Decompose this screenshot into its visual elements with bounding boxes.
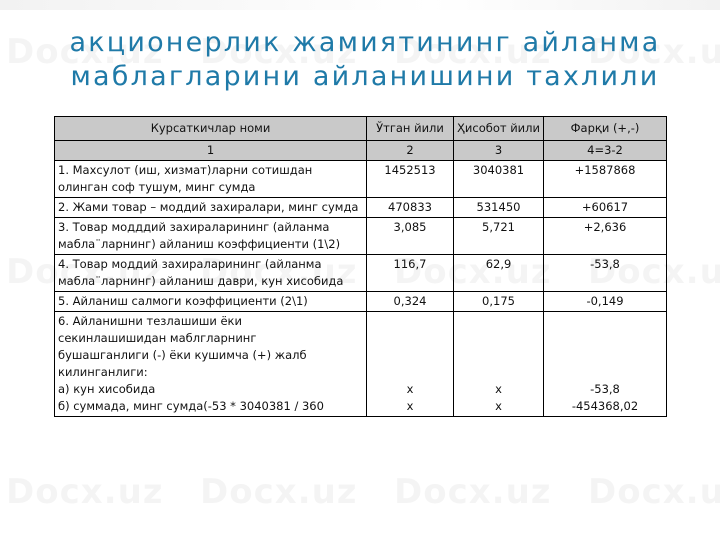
prev-value: 3,085 (367, 218, 454, 255)
diff-value: +2,636 (544, 218, 667, 255)
curr-value: 5,721 (454, 218, 544, 255)
column-number: 1 (55, 141, 367, 161)
curr-value (454, 312, 544, 417)
watermark (200, 472, 358, 512)
header-row (55, 117, 667, 141)
diff-value: -53,8 (544, 255, 667, 292)
curr-value: 3040381 (454, 161, 544, 198)
curr-value-sum: х (495, 399, 502, 413)
prev-value: 116,7 (367, 255, 454, 292)
diff-value: +60617 (544, 198, 667, 218)
watermark (588, 472, 720, 512)
curr-value: 0,175 (454, 292, 544, 312)
column-number: 3 (454, 141, 544, 161)
row-label: 3. Товар модддий захираларининг (айланма мабла¨ларнинг) айланиш коэффициенти (1\2) (55, 218, 367, 255)
table-row (55, 198, 667, 218)
watermark (394, 472, 552, 512)
prev-value (367, 312, 454, 417)
row-label: 4. Товар моддий захираларининг (айланма мабла¨ларнинг) айланиш даври, кун хисобида (55, 255, 367, 292)
column-number: 2 (367, 141, 454, 161)
analysis-table (54, 116, 667, 417)
row-label (55, 312, 367, 417)
diff-value-sum: -454368,02 (571, 399, 639, 413)
header-indicator: Курсаткичлар номи (55, 117, 367, 141)
prev-value: 0,324 (367, 292, 454, 312)
diff-value: +1587868 (544, 161, 667, 198)
slide-title (40, 26, 690, 94)
header-prev-year: Ўтган йили (367, 117, 454, 141)
column-number: 4=3-2 (544, 141, 667, 161)
header-difference: Фарқи (+,-) (544, 117, 667, 141)
row-label-line: 6. Айланишни тезлашиши ёки (58, 314, 242, 328)
row-label: 2. Жами товар – моддий захиралари, минг сумда (55, 198, 367, 218)
row-label: 1. Махсулот (иш, хизмат)ларни сотишдан олинган соф тушум, минг сумда (55, 161, 367, 198)
table-row (55, 255, 667, 292)
table-row (55, 312, 667, 417)
title-line-1: акционерлик жамиятининг айланма (69, 27, 661, 58)
table-row (55, 292, 667, 312)
curr-value: 62,9 (454, 255, 544, 292)
row-label-line: а) кун хисобида (58, 382, 156, 396)
watermark (6, 472, 164, 512)
diff-value: -0,149 (544, 292, 667, 312)
row-label-line: бушашганлиги (-) ёки кушимча (+) жалб (58, 348, 307, 362)
diff-value-days: -53,8 (590, 382, 620, 396)
prev-value: 470833 (367, 198, 454, 218)
title-line-2: маблагларини айланишини тахлили (70, 61, 660, 92)
top-bar (0, 0, 720, 10)
diff-value (544, 312, 667, 417)
curr-value-days: х (495, 382, 502, 396)
prev-value: 1452513 (367, 161, 454, 198)
row-label-line: секинлашишидан маблгларнинг (58, 331, 257, 345)
prev-value-days: х (406, 382, 414, 396)
row-label: 5. Айланиш салмоги коэффициенти (2\1) (55, 292, 367, 312)
row-label-line: килинганлиги: (58, 365, 148, 379)
header-report-year: Ҳисобот йили (454, 117, 544, 141)
curr-value: 531450 (454, 198, 544, 218)
prev-value-sum: х (406, 399, 414, 413)
table-row (55, 218, 667, 255)
row-label-line: б) суммада, минг сумда(-53 * 3040381 / 360 (58, 399, 324, 413)
column-number-row (55, 141, 667, 161)
table-row (55, 161, 667, 198)
